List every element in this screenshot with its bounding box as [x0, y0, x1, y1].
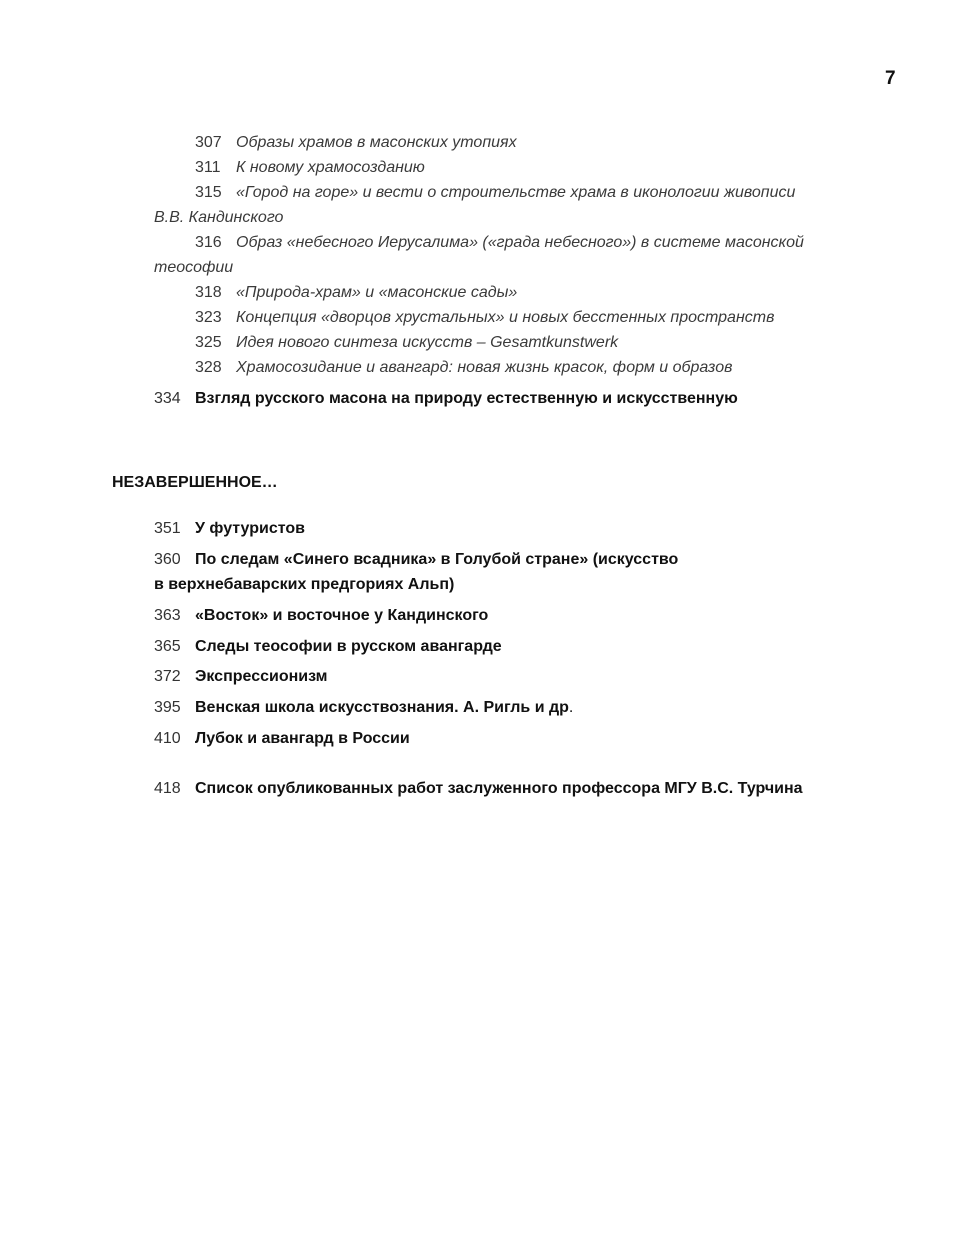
toc-entry[interactable]: [154, 634, 874, 659]
toc-subentry[interactable]: [154, 130, 854, 155]
toc-entry[interactable]: [154, 547, 874, 597]
toc-subentry[interactable]: [154, 305, 854, 330]
toc-entry-title: По следам «Синего всадника» в Голубой стране» (искусство: [195, 551, 679, 568]
toc-entry[interactable]: [154, 664, 874, 689]
toc-page-number: 410: [154, 730, 181, 747]
toc-subentry[interactable]: [154, 330, 854, 355]
toc-entry-title: У футуристов: [195, 520, 305, 537]
toc-page-number: 328: [195, 359, 222, 376]
toc-page-number: 323: [195, 309, 222, 326]
toc-entry-title-continued: В.В. Кандинского: [154, 209, 284, 226]
toc-entry-title: Венская школа искусствознания. А. Ригль и др: [195, 699, 569, 716]
toc-page-number: 360: [154, 551, 181, 568]
toc-entry[interactable]: [154, 726, 874, 751]
toc-page-number: 363: [154, 607, 181, 624]
toc-subentry[interactable]: [154, 280, 854, 305]
toc-page-number: 315: [195, 184, 222, 201]
toc-page-number: 307: [195, 134, 222, 151]
toc-page-number: 395: [154, 699, 181, 716]
toc-entry-title: Следы теософии в русском авангарде: [195, 638, 502, 655]
toc-entry[interactable]: [154, 695, 874, 720]
toc-entry-title: Экспрессионизм: [195, 668, 328, 685]
section-heading: НЕЗАВЕРШЕННОЕ…: [112, 474, 278, 491]
toc-subentry[interactable]: [154, 230, 854, 280]
page-number: 7: [885, 68, 896, 89]
toc-entry[interactable]: [154, 516, 874, 541]
toc-entry-trailing-period: .: [568, 699, 574, 716]
toc-subentry[interactable]: [154, 180, 854, 230]
toc-page-number: 365: [154, 638, 181, 655]
toc-entry[interactable]: [154, 776, 874, 801]
toc-entry-title: Список опубликованных работ заслуженного профессора МГУ В.С. Турчина: [195, 780, 803, 797]
toc-page-number: 318: [195, 284, 222, 301]
toc-entry-title: Образы храмов в масонских утопиях: [236, 134, 517, 151]
toc-entry-title: Образ «небесного Иерусалима» («града небесного») в системе масонской: [236, 234, 804, 251]
toc-page-number: 372: [154, 668, 181, 685]
toc-entry[interactable]: [154, 603, 874, 628]
toc-entry-title-continued: теософии: [154, 259, 234, 276]
toc-page-number: 311: [195, 159, 221, 176]
toc-entry-title: К новому храмосозданию: [236, 159, 425, 176]
toc-page-number: 316: [195, 234, 222, 251]
toc-entry[interactable]: [154, 386, 874, 411]
toc-entry-title: Взгляд русского масона на природу естественную и искусственную: [195, 390, 738, 407]
toc-entry-title: Храмосозидание и авангард: новая жизнь красок, форм и образов: [236, 359, 733, 376]
toc-entry-title: Идея нового синтеза искусств – Gesamtkunstwerk: [236, 334, 619, 351]
toc-subentry[interactable]: [154, 155, 854, 180]
toc-page-number: 351: [154, 520, 181, 537]
toc-entry-title: «Природа-храм» и «масонские сады»: [236, 284, 518, 301]
toc-entry-title: Концепция «дворцов хрустальных» и новых бесстенных пространств: [236, 309, 775, 326]
toc-entry-title: «Восток» и восточное у Кандинского: [195, 607, 489, 624]
toc-entry-title: Лубок и авангард в России: [195, 730, 410, 747]
toc-page-number: 418: [154, 780, 181, 797]
toc-page-number: 325: [195, 334, 222, 351]
toc-subentry[interactable]: [154, 355, 854, 380]
toc-entry-title-continued: в верхнебаварских предгориях Альп): [154, 576, 455, 593]
toc-page-number: 334: [154, 390, 181, 407]
toc-entry-title: «Город на горе» и вести о строительстве храма в иконологии живописи: [236, 184, 796, 201]
